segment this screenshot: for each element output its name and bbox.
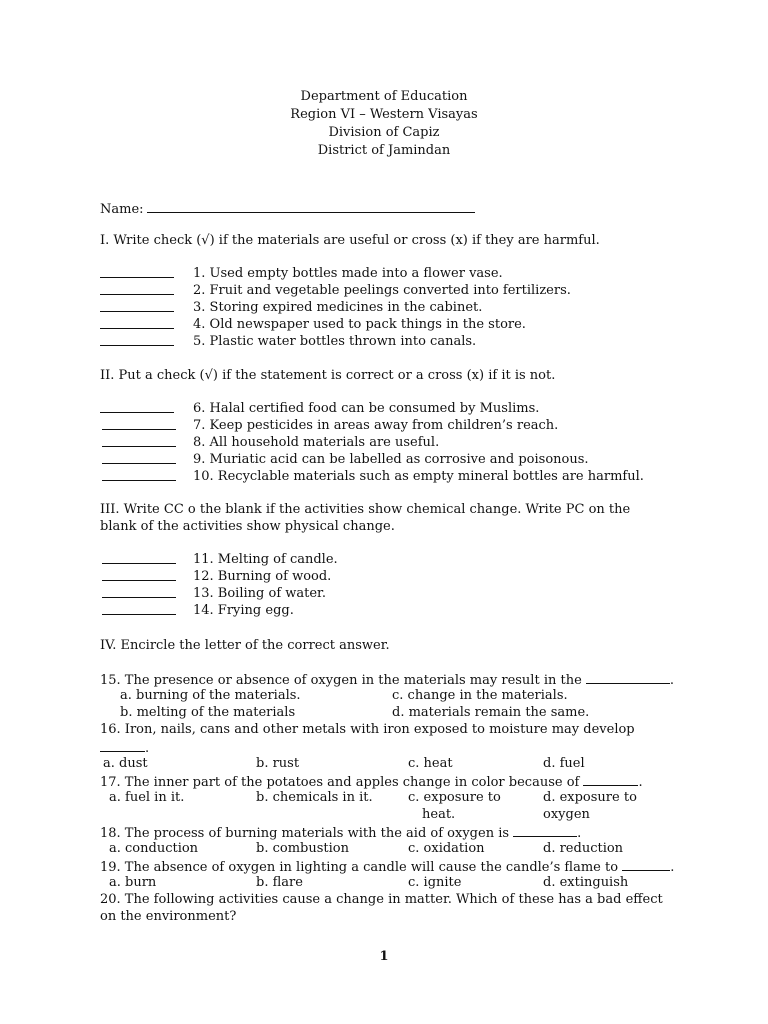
question-20: 20. The following activities cause a change in matter. Which of these has a bad effect	[100, 892, 663, 907]
question-15-options-row-1	[100, 687, 670, 704]
answer-blank[interactable]	[583, 772, 638, 786]
answer-blank[interactable]	[622, 857, 670, 871]
question-15: 15. The presence or absence of oxygen in the materials may result in the .	[100, 670, 670, 687]
question-16-options	[100, 755, 670, 772]
header-department: Department of Education	[300, 89, 468, 104]
question-17: 17. The inner part of the potatoes and apples change in color because of .	[100, 772, 670, 789]
answer-blank[interactable]	[100, 345, 174, 346]
option-a[interactable]: a. burning of the materials.	[120, 688, 301, 703]
name-row	[100, 199, 475, 218]
answer-blank[interactable]	[102, 580, 176, 581]
option-c[interactable]: c. ignite	[408, 875, 462, 890]
answer-blank[interactable]	[100, 294, 174, 295]
answer-blank[interactable]	[100, 738, 145, 752]
question-17-options	[100, 789, 670, 823]
answer-blank[interactable]	[100, 311, 174, 312]
option-b[interactable]: b. flare	[256, 875, 303, 890]
answer-blank[interactable]	[586, 670, 670, 684]
option-c[interactable]: c. heat	[408, 756, 453, 771]
section-4-questions	[100, 670, 675, 925]
answer-blank[interactable]	[100, 328, 174, 329]
answer-blank[interactable]	[102, 597, 176, 598]
question-16: 16. Iron, nails, cans and other metals with iron exposed to moisture may develop	[100, 722, 635, 737]
answer-blank[interactable]	[100, 412, 174, 413]
answer-blank[interactable]	[100, 277, 174, 278]
question-19: 19. The absence of oxygen in lighting a candle will cause the candle’s flame to .	[100, 857, 670, 874]
option-c-continued[interactable]: heat.	[422, 807, 456, 822]
option-a[interactable]: a. conduction	[109, 841, 199, 856]
option-c[interactable]: c. exposure to	[408, 790, 501, 805]
option-d[interactable]: d. reduction	[543, 841, 624, 856]
section-1-instruction: I. Write check (√) if the materials are useful or cross (x) if they are harmful.	[100, 233, 600, 248]
answer-blank[interactable]	[102, 463, 176, 464]
answer-blank[interactable]	[102, 614, 176, 615]
option-d-continued[interactable]: oxygen	[543, 807, 590, 822]
question-19-options	[100, 874, 670, 891]
question-18: 18. The process of burning materials with the aid of oxygen is .	[100, 823, 670, 840]
name-blank[interactable]	[147, 199, 475, 213]
answer-blank[interactable]	[102, 563, 176, 564]
option-b[interactable]: b. rust	[256, 756, 300, 771]
option-d[interactable]: d. extinguish	[543, 875, 629, 890]
option-d[interactable]: d. fuel	[543, 756, 585, 771]
option-b[interactable]: b. chemicals in it.	[256, 790, 373, 805]
page-number: 1	[379, 949, 389, 964]
document-header	[0, 88, 768, 160]
name-label: Name:	[100, 202, 144, 217]
section-4-instruction: IV. Encircle the letter of the correct answer.	[100, 638, 390, 653]
answer-blank[interactable]	[102, 429, 176, 430]
question-18-options	[100, 840, 670, 857]
option-a[interactable]: a. burn	[109, 875, 157, 890]
answer-blank[interactable]	[102, 480, 176, 481]
worksheet-page: Department of Education Region VI – Western Visayas Division of Capiz District of Jamindan Name: I. Write check (√) if the materials are useful or cross (x) if they are harmful. 1. Used empty bottles made into a flower vase. 2. Fruit and vegetable peelings converted into fertilizers. 3. Storing expired medicines in the cabinet. 4. Old newspaper used to pack things in the store. 5. Plastic water bottles thrown into canals. II. Put a check (√) if the statement is correct or a cross (x) if it is not. 6. Halal certified food can be consumed by Muslims. 7. Keep pesticides in areas away from children’s reach. 8. All household materials are useful. 9. Muriatic acid can be labelled as corrosive and poisonous. 10. Recyclable materials such as empty mineral bottles are harmful. III. Write CC o the blank if the activities show chemical change. Write PC on the blank of the activities show physical change. 11. Melting of candle. 12. Burning of wood. 13. Boiling of water. 14. Frying egg. IV. Encircle the letter of the correct answer. 15. The presence or absence of oxygen in the materials may result in the . a. burning of the materials. c. change in the materials. b. melting of the materials d. materials remain the same. 16. Iron, nails, cans and other metals with iron exposed to moisture may develop . a. dust b. rust c. heat d. fuel 17. The inner part of the potatoes and apples change in color because of . a. fuel in it. b. chemicals in it. c. exposure to heat. d. exposure to oxygen 18. The process of burning materials with the aid of oxygen is . a. conduction b. combustion c. oxidation d. reduction 19. The absence of oxygen in lighting a candle will cause the candle’s flame to . a. burn b. flare c. ignite d. extinguish 20. The following activities cause a change in matter. Which of these has a bad effect on the environment? 1	[0, 0, 768, 1024]
option-a[interactable]: a. dust	[103, 756, 148, 771]
option-d[interactable]: d. materials remain the same.	[392, 705, 590, 720]
option-c[interactable]: c. oxidation	[408, 841, 485, 856]
option-d[interactable]: d. exposure to	[543, 790, 637, 805]
question-20-continued: on the environment?	[100, 909, 237, 924]
header-district: District of Jamindan	[317, 143, 451, 158]
section-2-instruction: II. Put a check (√) if the statement is correct or a cross (x) if it is not.	[100, 368, 556, 383]
question-16-continued: .	[100, 738, 670, 755]
header-division: Division of Capiz	[328, 125, 440, 140]
option-b[interactable]: b. melting of the materials	[120, 705, 296, 720]
option-b[interactable]: b. combustion	[256, 841, 349, 856]
answer-blank[interactable]	[513, 823, 577, 837]
header-region: Region VI – Western Visayas	[290, 107, 478, 122]
option-c[interactable]: c. change in the materials.	[392, 688, 568, 703]
section-3-instruction: III. Write CC o the blank if the activities show chemical change. Write PC on the blank of the activities show physical change.	[100, 502, 631, 534]
answer-blank[interactable]	[102, 446, 176, 447]
option-a[interactable]: a. fuel in it.	[109, 790, 185, 805]
question-15-options-row-2	[100, 704, 670, 721]
